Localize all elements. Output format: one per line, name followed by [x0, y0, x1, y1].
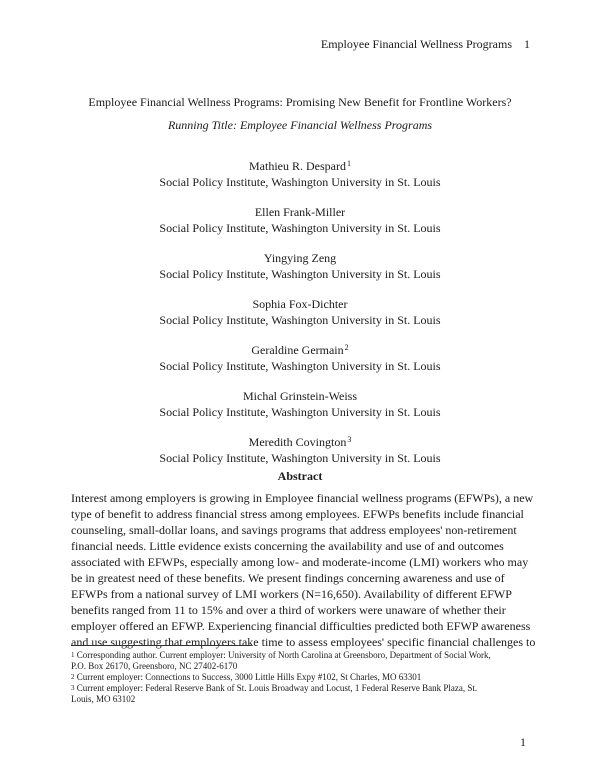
abstract-line: associated with EFWPs, especially among low- and moderate-income (LMI) workers who may: [71, 555, 529, 569]
footnote: [71, 683, 533, 705]
author-block: [0, 434, 600, 466]
footnote-mark: 2: [344, 343, 349, 352]
author-list: [0, 158, 600, 480]
author-name: Sophia Fox-Dichter: [252, 297, 348, 311]
author-affiliation: Social Policy Institute, Washington University in St. Louis: [159, 175, 441, 189]
footnote-mark: 1: [71, 651, 75, 659]
running-head-page-number: 1: [524, 37, 530, 51]
author-affiliation: Social Policy Institute, Washington University in St. Louis: [159, 267, 441, 281]
abstract-heading: Abstract: [277, 469, 323, 483]
footnote-mark: 3: [71, 684, 75, 692]
author-block: [0, 388, 600, 420]
abstract-body: [71, 490, 536, 650]
footnote-text: Current employer: Connections to Success, 3000 Little Hills Expy #102, St Charles, MO 63301: [76, 672, 422, 682]
abstract-line: EFWPs from a national survey of LMI workers (N=16,650). Availability of different EFWP: [71, 587, 512, 601]
abstract-line: counseling, small-dollar loans, and savings programs that address employees' non-retirement: [71, 523, 517, 537]
author-affiliation: Social Policy Institute, Washington University in St. Louis: [159, 451, 441, 465]
author-affiliation: Social Policy Institute, Washington University in St. Louis: [159, 221, 441, 235]
author-affiliation: Social Policy Institute, Washington University in St. Louis: [159, 405, 441, 419]
abstract-line: be in greatest need of these benefits. We present findings concerning awareness and use of: [71, 571, 505, 585]
running-head: [321, 37, 530, 52]
abstract-line: type of benefit to address financial stress among employees. EFWPs benefits include financial: [71, 507, 524, 521]
footnote-mark: 1: [346, 159, 351, 168]
author-block: [0, 342, 600, 374]
author-name: Yingying Zeng: [263, 251, 337, 265]
author-name: Meredith Covington: [248, 435, 347, 449]
abstract-line: Interest among employers is growing in Employee financial wellness programs (EFWPs), a new: [71, 491, 534, 505]
running-title: Running Title: Employee Financial Wellness Programs: [167, 118, 433, 132]
abstract-line: employer offered an EFWP. Experiencing financial difficulties predicted both EFWP awareness: [71, 619, 531, 633]
footnote-mark: 3: [347, 435, 352, 444]
author-name: Mathieu R. Despard: [249, 159, 346, 173]
abstract-line: benefits ranged from 11 to 15% and over a third of workers were unaware of whether their: [71, 603, 506, 617]
footnotes: [71, 650, 533, 705]
page-number: 1: [520, 735, 526, 749]
running-head-title: Employee Financial Wellness Programs: [320, 37, 512, 51]
author-name: Michal Grinstein-Weiss: [242, 389, 357, 403]
author-block: [0, 158, 600, 190]
footnote-divider: [71, 645, 251, 646]
footnote: [71, 650, 533, 672]
paper-title: Employee Financial Wellness Programs: Promising New Benefit for Frontline Workers?: [88, 95, 512, 109]
footnote-text: P.O. Box 26170, Greensboro, NC 27402-6170: [71, 661, 238, 671]
author-name: Ellen Frank-Miller: [254, 205, 346, 219]
author-affiliation: Social Policy Institute, Washington University in St. Louis: [159, 359, 441, 373]
footnote-text: Louis, MO 63102: [71, 694, 136, 704]
author-block: [0, 296, 600, 328]
abstract-line: financial needs. Little evidence exists concerning the availability and use of and outcomes: [71, 539, 504, 553]
author-affiliation: Social Policy Institute, Washington University in St. Louis: [159, 313, 441, 327]
footnote-mark: 2: [71, 673, 75, 681]
author-block: [0, 250, 600, 282]
footnote-text: Corresponding author. Current employer: University of North Carolina at Greensboro, Department of Social Work,: [76, 650, 491, 660]
author-block: [0, 204, 600, 236]
author-name: Geraldine Germain: [251, 343, 344, 357]
footnote: [71, 672, 533, 683]
abstract-line: and use suggesting that employers take time to assess employees' specific financial challenges to: [71, 635, 536, 649]
footnote-text: Current employer: Federal Reserve Bank of St. Louis Broadway and Locust, 1 Federal Reserve Bank Plaza, St.: [76, 683, 478, 693]
